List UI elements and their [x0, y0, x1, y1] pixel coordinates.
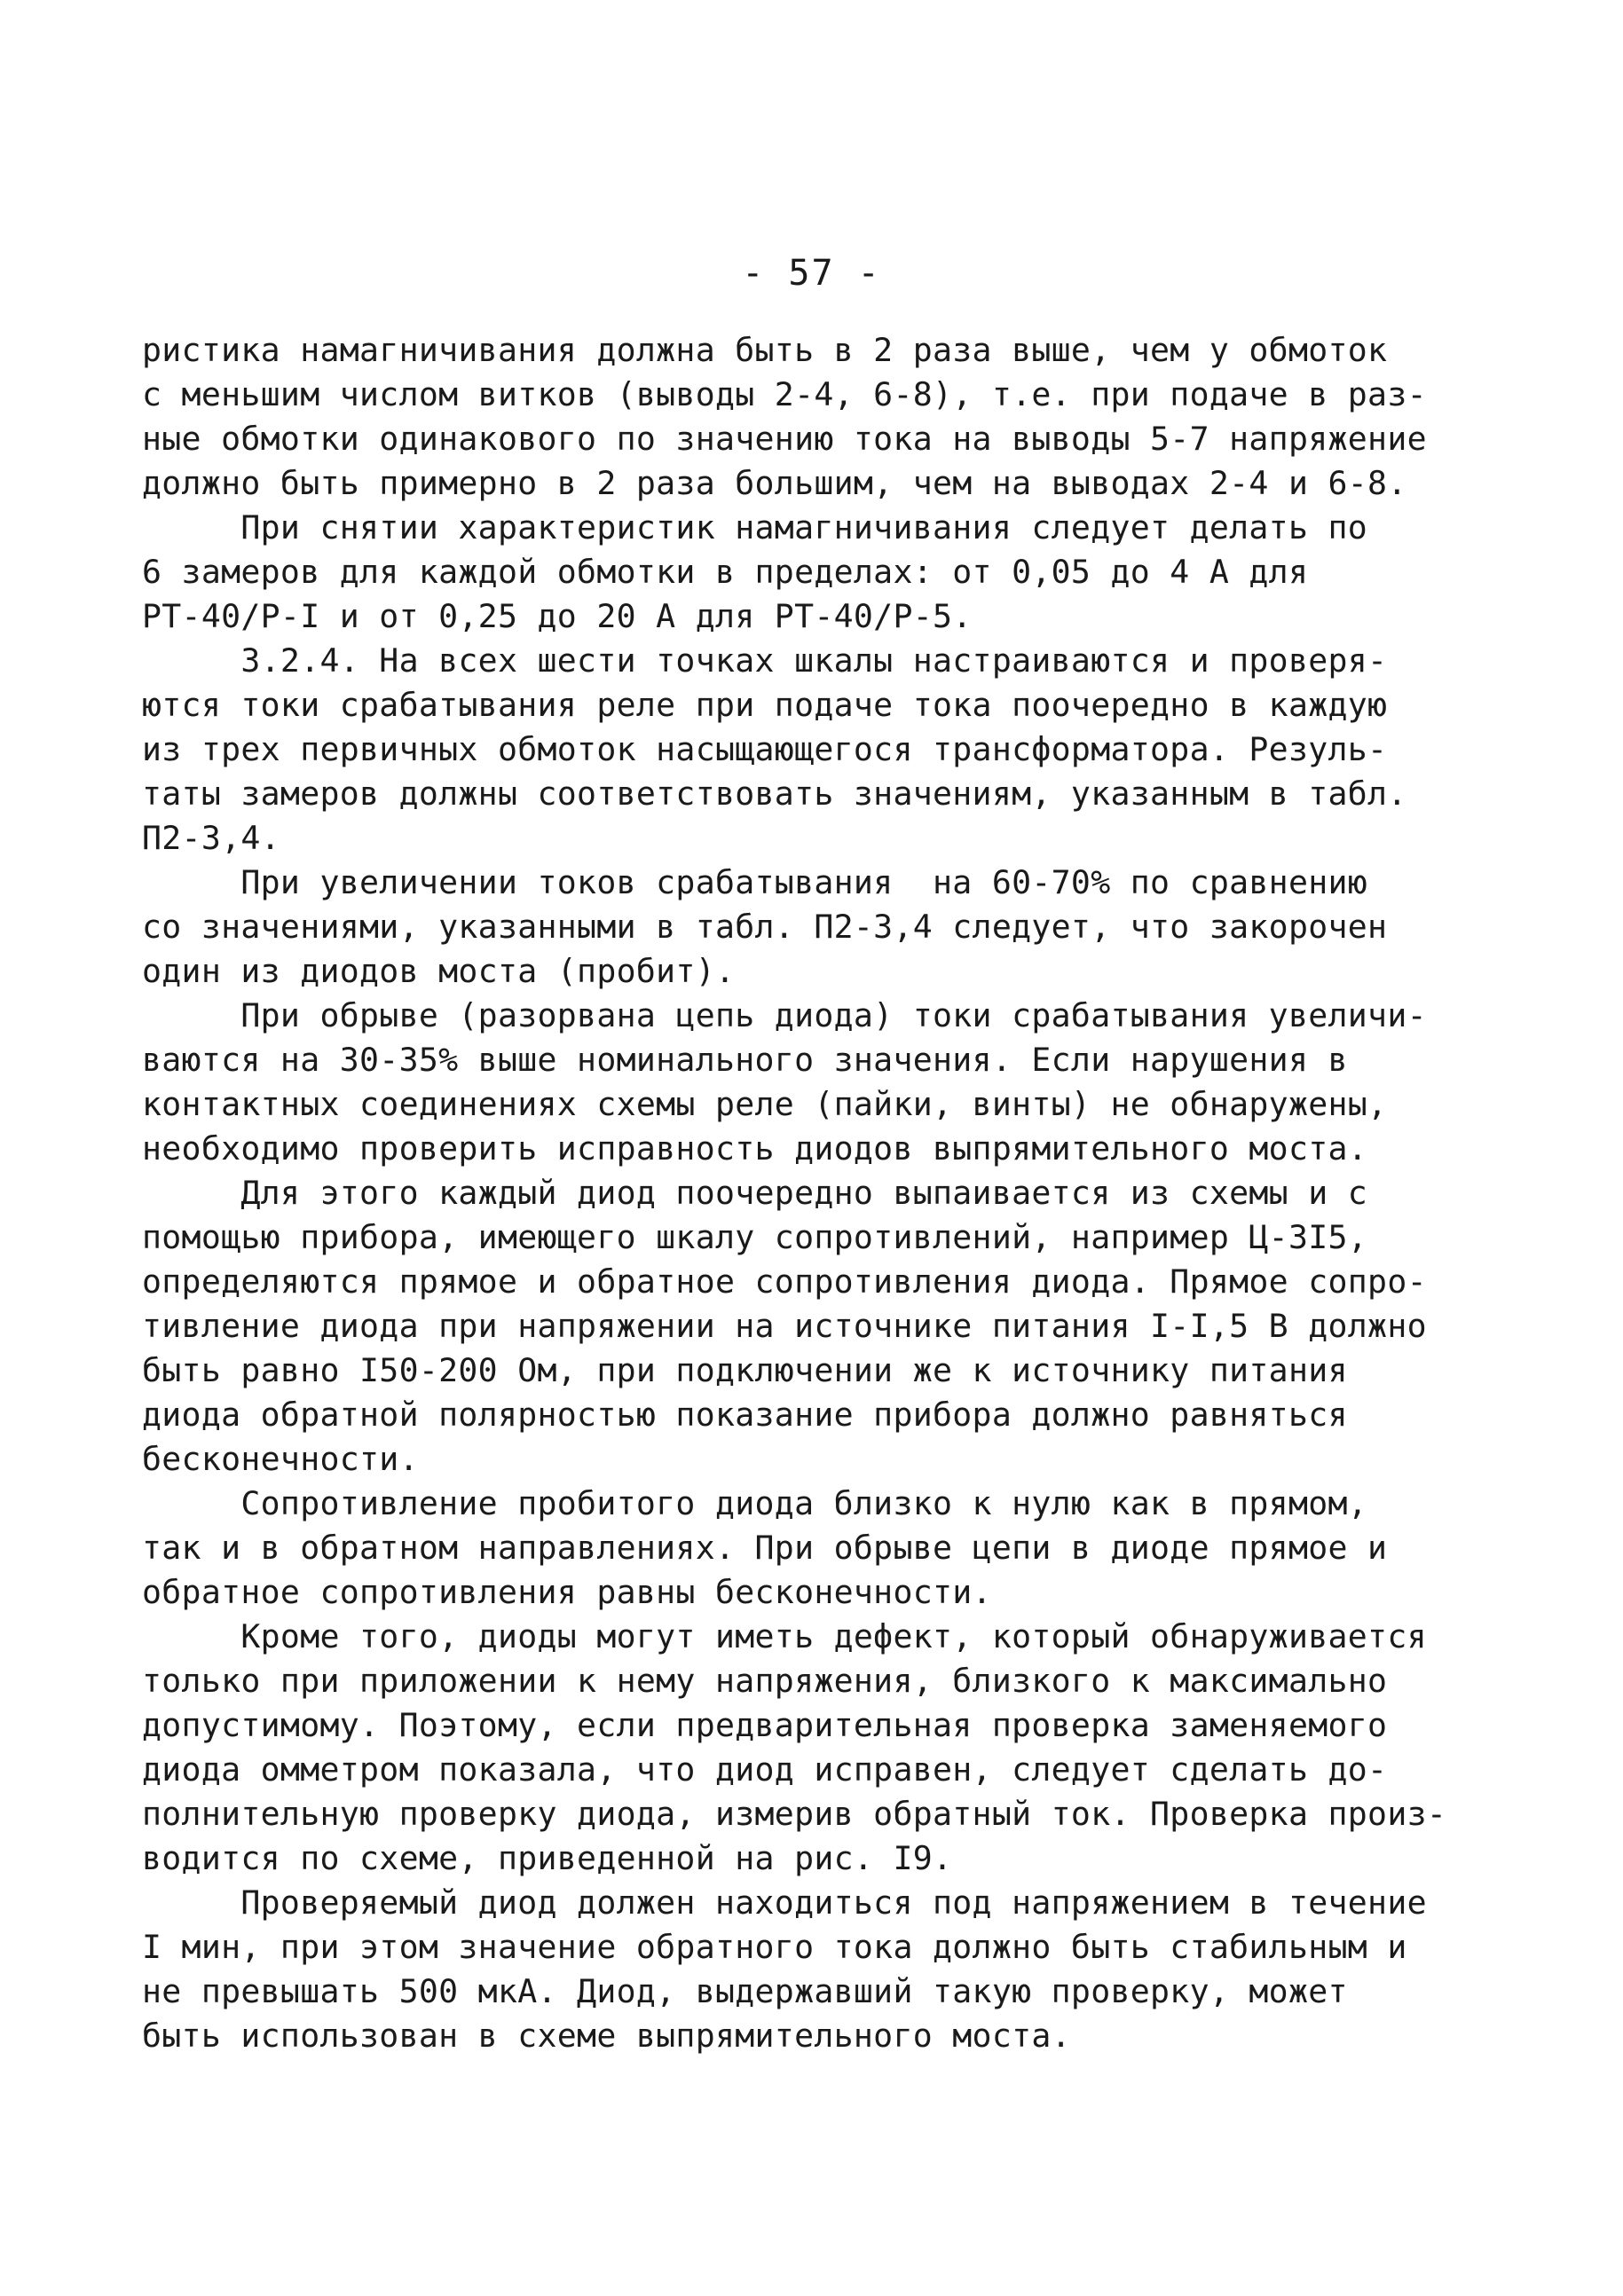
text-line: со значениями, указанными в табл. П2-3,4 следует, что закорочен	[142, 908, 1388, 946]
text-line: должно быть примерно в 2 раза большим, чем на выводах 2-4 и 6-8.	[142, 464, 1407, 502]
text-line: полнительную проверку диода, измерив обратный ток. Проверка произ-	[142, 1795, 1447, 1833]
text-line: 6 замеров для каждой обмотки в пределах: от 0,05 до 4 А для	[142, 553, 1309, 591]
text-line: один из диодов моста (пробит).	[142, 952, 736, 990]
text-line: из трех первичных обмоток насыщающегося трансформатора. Резуль-	[142, 730, 1388, 768]
text-line: быть равно I50-200 Ом, при подключении же к источнику питания	[142, 1351, 1348, 1389]
text-line: быть использован в схеме выпрямительного моста.	[142, 2017, 1071, 2055]
text-line: диода омметром показала, что диод исправен, следует сделать до-	[142, 1750, 1388, 1789]
page-number: - 57 -	[742, 253, 881, 294]
text-line: определяются прямое и обратное сопротивления диода. Прямое сопро-	[142, 1262, 1427, 1301]
text-line: допустимому. Поэтому, если предварительная проверка заменяемого	[142, 1706, 1388, 1744]
text-line: необходимо проверить исправность диодов выпрямительного моста.	[142, 1129, 1368, 1168]
text-line: ются токи срабатывания реле при подаче тока поочередно в каждую	[142, 686, 1388, 724]
text-line: таты замеров должны соответствовать значениям, указанным в табл.	[142, 775, 1407, 813]
text-line: обратное сопротивления равны бесконечности.	[142, 1573, 992, 1611]
text-line: ристика намагничивания должна быть в 2 раза выше, чем у обмоток	[142, 331, 1388, 369]
text-line: помощью прибора, имеющего шкалу сопротивлений, например Ц-3I5,	[142, 1218, 1368, 1256]
text-line: только при приложении к нему напряжения, близкого к максимально	[142, 1662, 1388, 1700]
text-line: При обрыве (разорвана цепь диода) токи срабатывания увеличи-	[142, 996, 1427, 1034]
text-line: РТ-40/Р-I и от 0,25 до 20 А для РТ-40/Р-5.	[142, 597, 973, 635]
text-line: 3.2.4. На всех шести точках шкалы настраиваются и проверя-	[142, 641, 1388, 680]
text-line: П2-3,4.	[142, 819, 280, 857]
text-line: контактных соединениях схемы реле (пайки, винты) не обнаружены,	[142, 1085, 1388, 1123]
text-line: не превышать 500 мкА. Диод, выдержавший такую проверку, может	[142, 1972, 1348, 2010]
text-line: с меньшим числом витков (выводы 2-4, 6-8), т.е. при подаче в раз-	[142, 375, 1427, 413]
body-text	[142, 328, 1447, 2058]
text-line: ные обмотки одинакового по значению тока на выводы 5-7 напряжение	[142, 420, 1427, 458]
text-line: диода обратной полярностью показание прибора должно равняться	[142, 1396, 1348, 1434]
text-line: Кроме того, диоды могут иметь дефект, который обнаруживается	[142, 1617, 1427, 1655]
text-line: При снятии характеристик намагничивания следует делать по	[142, 508, 1368, 546]
text-line: Проверяемый диод должен находиться под напряжением в течение	[142, 1883, 1427, 1922]
text-line: тивление диода при напряжении на источнике питания I-I,5 В должно	[142, 1307, 1427, 1345]
text-line: ваются на 30-35% выше номинального значения. Если нарушения в	[142, 1041, 1348, 1079]
text-line: так и в обратном направлениях. При обрыве цепи в диоде прямое и	[142, 1529, 1388, 1567]
text-line: водится по схеме, приведенной на рис. I9.	[142, 1839, 953, 1877]
text-line: При увеличении токов срабатывания на 60-70% по сравнению	[142, 863, 1368, 901]
text-line: Сопротивление пробитого диода близко к нулю как в прямом,	[142, 1484, 1368, 1522]
text-line: I мин, при этом значение обратного тока должно быть стабильным и	[142, 1928, 1407, 1966]
text-line: бесконечности.	[142, 1440, 419, 1478]
text-line: Для этого каждый диод поочередно выпаивается из схемы и с	[142, 1174, 1368, 1212]
